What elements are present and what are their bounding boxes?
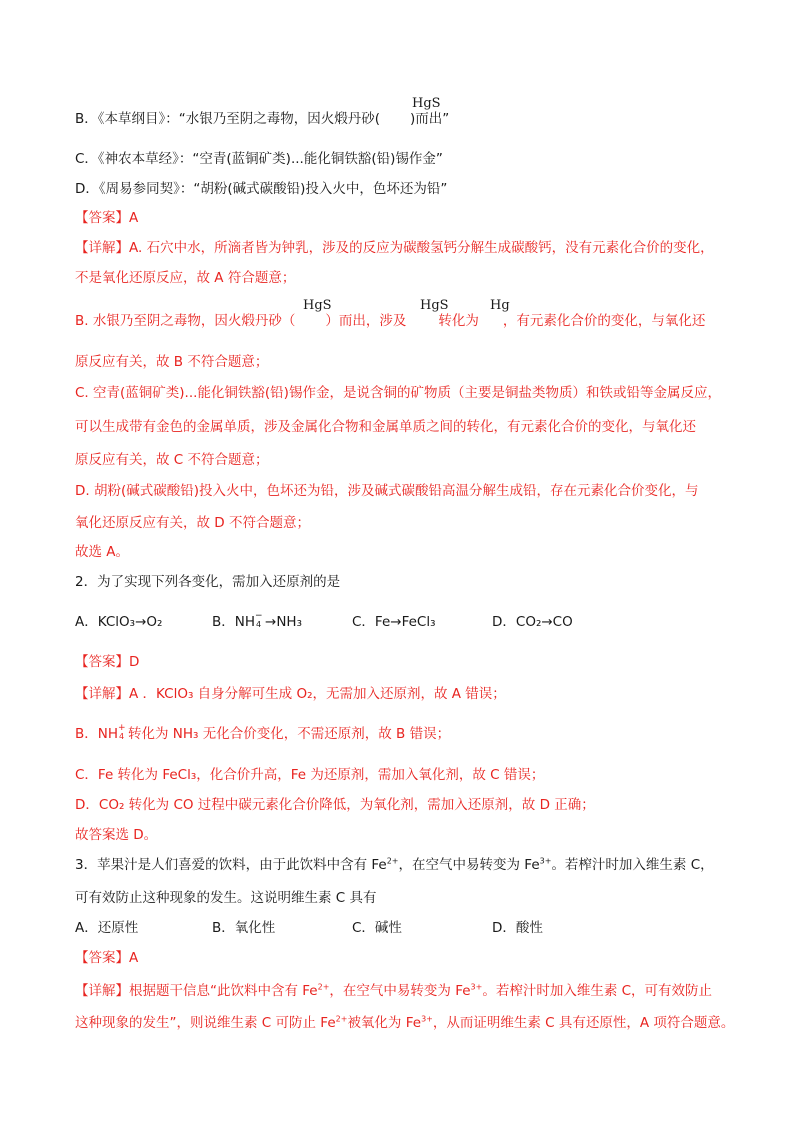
- q3-detail2-a: 这种现象的发生”，则说维生素 C 可防止 Fe: [75, 1015, 336, 1031]
- q3-stem-c: 。若榨汁时加入维生素 C，: [551, 857, 714, 873]
- q3-option-b: B．氧化性: [212, 920, 276, 936]
- formula-hgs-b: HgS: [420, 298, 449, 313]
- q3-option-a: A．还原性: [75, 920, 139, 936]
- q1-detail-c-line3: 原反应有关，故 C 不符合题意；: [75, 452, 269, 468]
- q2-option-b-post: →NH₃: [265, 614, 302, 630]
- q2-option-b-index: 4: [256, 620, 262, 629]
- q2-detail-d: D．CO₂ 转化为 CO 过程中碳元素化合价降低，为氧化剂，需加入还原剂，故 D 正确；: [75, 797, 595, 813]
- q2-option-b-charge: −: [255, 611, 263, 621]
- q2-answer: 【答案】D: [75, 654, 140, 670]
- q1-detail-b-pre: B. 水银乃至阴之毒物，因火煅丹砂（: [75, 313, 296, 329]
- q2-option-b: [212, 612, 302, 632]
- formula-hgs-label: HgS: [412, 96, 441, 111]
- q3-detail2-sup2: 3+: [421, 1014, 433, 1024]
- q2-detail-b-charge: +: [118, 723, 126, 733]
- q3-detail2-c: ，从而证明维生素 C 具有还原性，A 项符合题意。: [432, 1015, 735, 1031]
- q2-detail-b-pre: B．NH: [75, 726, 119, 742]
- q1-detail-c-line2: 可以生成带有金色的金属单质，涉及金属化合物和金属单质之间的转化，有元素化合价的变化，与氧化还: [75, 419, 696, 435]
- q1-detail-b-mid: ）而出，涉及: [325, 313, 407, 329]
- q2-detail-end: 故答案选 D。: [75, 827, 158, 843]
- q3-detail-a: 【详解】根据题干信息“此饮料中含有 Fe: [75, 983, 318, 999]
- q3-option-d: D．酸性: [492, 920, 543, 936]
- q2-detail-b-post: 转化为 NH₃ 无化合价变化，不需还原剂，故 B 错误；: [128, 726, 451, 742]
- q3-detail-b: ，在空气中易转变为 Fe: [329, 983, 471, 999]
- q1-detail-a-line1: 【详解】A. 石穴中水，所滴者皆为钟乳，涉及的反应为碳酸氢钙分解生成碳酸钙，没有元素化合价的变化，: [75, 240, 714, 256]
- q1-detail-b-mid2: 转化为: [438, 313, 479, 329]
- q3-answer: 【答案】A: [75, 950, 139, 966]
- q2-option-d: D．CO₂→CO: [492, 614, 573, 630]
- q1-detail-end: 故选 A。: [75, 544, 130, 560]
- q1-option-b-tail: )而出”: [410, 111, 450, 127]
- q3-detail-line2: [75, 1013, 734, 1033]
- q3-stem-sup1: 2+: [386, 856, 399, 866]
- q2-option-b-pre: B．NH: [212, 614, 256, 630]
- q1-detail-b-post: ，有元素化合价的变化，与氧化还: [502, 313, 706, 329]
- q1-detail-b-line1: [75, 311, 705, 331]
- q1-option-d: D．《周易参同契》：“胡粉(碱式碳酸铅)投入火中，色坏还为铅”: [75, 181, 448, 197]
- q3-stem-b: ，在空气中易转变为 Fe: [398, 857, 540, 873]
- q2-option-a: A．KClO₃→O₂: [75, 614, 163, 630]
- q1-option-b: [75, 109, 449, 129]
- q3-detail-c: 。若榨汁时加入维生素 C，可有效防止: [482, 983, 713, 999]
- q1-option-c: C．《神农本草经》：“空青(蓝铜矿类)...能化铜铁豁(铅)锡作金”: [75, 151, 443, 167]
- q1-option-b-text: B．《本草纲目》：“水银乃至阴之毒物，因火煅丹砂(: [75, 111, 381, 127]
- q3-stem-line1: [75, 855, 714, 875]
- q2-detail-a: 【详解】A ．KClO₃ 自身分解可生成 O₂，无需加入还原剂，故 A 错误；: [75, 686, 506, 702]
- q3-stem-sup2: 3+: [539, 856, 552, 866]
- q3-detail2-b: 被氧化为 Fe: [347, 1015, 422, 1031]
- q2-detail-b-index: 4: [119, 732, 125, 741]
- q3-detail-line1: [75, 981, 712, 1001]
- q1-detail-d-line1: D. 胡粉(碱式碳酸铅)投入火中，色坏还为铅，涉及碱式碳酸铅高温分解生成铅，存在元素化合价变化，与: [75, 483, 699, 499]
- q2-detail-c: C．Fe 转化为 FeCl₃，化合价升高，Fe 为还原剂，需加入氧化剂，故 C 错误；: [75, 767, 545, 783]
- formula-hgs-a: HgS: [303, 298, 332, 313]
- q1-answer: 【答案】A: [75, 210, 139, 226]
- q1-detail-c-line1: C. 空青(蓝铜矿类)...能化铜铁豁(铅)锡作金，是说含铜的矿物质（主要是铜盐类物质）和铁或铅等金属反应，: [75, 385, 721, 401]
- q3-stem-a: 3．苹果汁是人们喜爱的饮料，由于此饮料中含有 Fe: [75, 857, 387, 873]
- q3-detail-sup1: 2+: [317, 982, 330, 992]
- q3-detail-sup2: 3+: [470, 982, 483, 992]
- formula-hg: Hg: [490, 298, 510, 313]
- q1-detail-a-line2: 不是氧化还原反应，故 A 符合题意；: [75, 270, 296, 286]
- q2-detail-b: [75, 724, 450, 744]
- q2-option-c: C．Fe→FeCl₃: [352, 614, 436, 630]
- q3-detail2-sup1: 2+: [335, 1014, 348, 1024]
- q3-stem-line2: 可有效防止这种现象的发生。这说明维生素 C 具有: [75, 890, 377, 906]
- q1-detail-b-line2: 原反应有关，故 B 不符合题意；: [75, 354, 269, 370]
- q1-detail-d-line2: 氧化还原反应有关，故 D 不符合题意；: [75, 515, 310, 531]
- q2-stem: 2．为了实现下列各变化，需加入还原剂的是: [75, 574, 341, 590]
- q3-option-c: C．碱性: [352, 920, 402, 936]
